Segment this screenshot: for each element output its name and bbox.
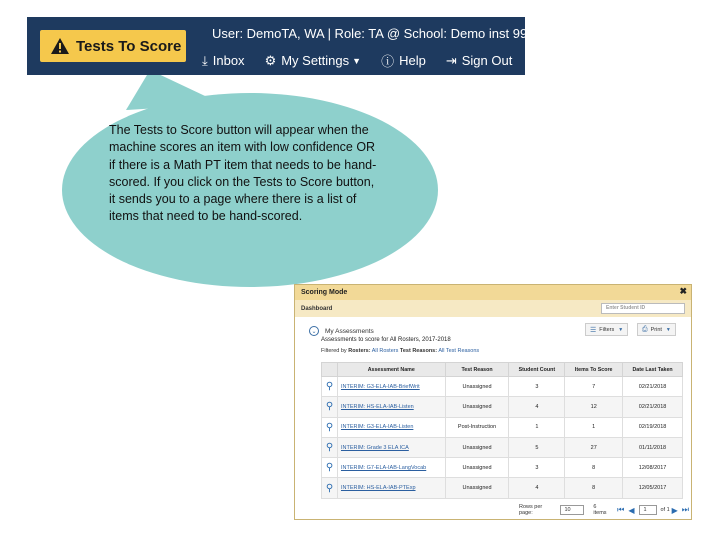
- items-to-score-cell: 8: [565, 458, 623, 478]
- top-nav: [202, 51, 512, 70]
- table-row: [322, 458, 683, 478]
- rows-per-page-label: Rows per page:: [519, 504, 543, 516]
- items-to-score-cell: 8: [565, 478, 623, 498]
- zoom-icon[interactable]: ⚲: [322, 478, 338, 498]
- items-count: 6 items: [593, 504, 607, 516]
- section-title: My Assessments: [325, 327, 374, 335]
- filter-reasons-label: Test Reasons:: [399, 348, 438, 354]
- test-reason-cell: Unassigned: [445, 377, 509, 397]
- zoom-icon[interactable]: ⚲: [322, 437, 338, 457]
- warning-icon: [50, 37, 70, 55]
- items-to-score-cell: 27: [565, 437, 623, 457]
- filter-rosters-value: All Rosters: [371, 348, 399, 354]
- first-page-icon[interactable]: ⏮: [617, 505, 625, 514]
- collapse-chevron-icon[interactable]: ⌄: [309, 326, 319, 336]
- table-header-row: [322, 363, 683, 377]
- callout-text: The Tests to Score button will appear when the machine scores an item with low confidence OR if there is a Math PT item that needs to be hand-scored. If you click on the Tests to Score button, it sends you to a page where there is a list of items that need to be hand-scored.: [109, 123, 377, 224]
- page-number-input[interactable]: 1: [639, 505, 657, 515]
- student-id-search-input[interactable]: Enter Student ID: [601, 303, 685, 314]
- icon-column-header: [322, 363, 338, 377]
- filter-icon: ☰: [590, 326, 597, 334]
- assessment-link[interactable]: INTERIM: G7-ELA-IAB-LangVocab: [337, 458, 445, 478]
- student-count-cell: 4: [509, 397, 565, 417]
- dashboard-bar: [295, 300, 691, 317]
- student-count-cell: 3: [509, 458, 565, 478]
- items-to-score-cell: 7: [565, 377, 623, 397]
- sign-out-label: Sign Out: [461, 53, 513, 68]
- assessment-link[interactable]: INTERIM: G3-ELA-IAB-BriefWrit: [337, 377, 445, 397]
- test-reason-cell: Unassigned: [445, 458, 509, 478]
- assessment-link[interactable]: INTERIM: HS-ELA-IAB-PTExp: [337, 478, 445, 498]
- assessment-link[interactable]: INTERIM: Grade 3 ELA ICA: [337, 437, 445, 457]
- tests-to-score-button[interactable]: [40, 30, 186, 62]
- printer-icon: ⎙: [642, 325, 648, 333]
- student-count-cell: 1: [509, 417, 565, 437]
- zoom-icon[interactable]: ⚲: [322, 417, 338, 437]
- my-assessments-header[interactable]: [309, 326, 374, 336]
- tests-to-score-label: Tests To Score: [76, 37, 182, 55]
- my-settings-label: My Settings: [281, 53, 350, 68]
- gear-icon: ⚙: [264, 52, 277, 68]
- date-cell: 12/08/2017: [623, 458, 683, 478]
- my-settings-menu[interactable]: [265, 53, 362, 69]
- table-row: [322, 377, 683, 397]
- date-cell: 02/21/2018: [623, 397, 683, 417]
- student-count-cell: 3: [509, 377, 565, 397]
- panel-title-bar: [295, 285, 691, 300]
- items-to-score-cell: 1: [565, 417, 623, 437]
- scoring-mode-panel: [294, 284, 692, 520]
- test-reason-cell: Unassigned: [445, 478, 509, 498]
- print-label: Print: [650, 326, 662, 333]
- chevron-down-icon: ▼: [618, 326, 624, 333]
- assessments-table: [321, 362, 683, 499]
- page-of-label: of 1: [660, 507, 670, 513]
- assessment-link[interactable]: INTERIM: HS-ELA-IAB-Listen: [337, 397, 445, 417]
- date-cell: 02/21/2018: [623, 377, 683, 397]
- zoom-icon[interactable]: ⚲: [322, 458, 338, 478]
- filter-reasons-value: All Test Reasons: [438, 348, 480, 354]
- inbox-link[interactable]: [202, 53, 245, 69]
- rows-per-page-input[interactable]: 10: [560, 505, 584, 515]
- table-row: [322, 397, 683, 417]
- filter-prefix: Filtered by: [321, 348, 347, 354]
- col-items-to-score[interactable]: Items To Score: [565, 363, 623, 377]
- last-page-icon[interactable]: ⏭: [681, 505, 689, 514]
- date-cell: 12/05/2017: [623, 478, 683, 498]
- table-row: [322, 478, 683, 498]
- items-to-score-cell: 12: [565, 397, 623, 417]
- next-page-icon[interactable]: ▶: [671, 505, 678, 515]
- col-date-last-taken[interactable]: Date Last Taken: [623, 363, 683, 377]
- zoom-icon[interactable]: ⚲: [322, 377, 338, 397]
- date-cell: 01/11/2018: [623, 437, 683, 457]
- filters-label: Filters: [599, 326, 615, 333]
- test-reason-cell: Post-Instruction: [445, 417, 509, 437]
- zoom-icon[interactable]: ⚲: [322, 397, 338, 417]
- col-student-count[interactable]: Student Count: [509, 363, 565, 377]
- download-icon: ⤓: [202, 52, 208, 68]
- col-test-reason[interactable]: Test Reason: [445, 363, 509, 377]
- test-reason-cell: Unassigned: [445, 437, 509, 457]
- table-row: [322, 437, 683, 457]
- student-count-cell: 4: [509, 478, 565, 498]
- sign-out-icon: ⇥: [445, 52, 457, 68]
- assessment-link[interactable]: INTERIM: G3-ELA-IAB-Listen: [337, 417, 445, 437]
- help-icon: ⓘ: [381, 54, 395, 69]
- filter-summary: [321, 348, 479, 354]
- previous-page-icon[interactable]: ◀: [628, 505, 635, 515]
- chevron-down-icon: ▼: [665, 326, 671, 333]
- print-button[interactable]: [637, 323, 676, 336]
- col-assessment-name[interactable]: Assessment Name: [337, 363, 445, 377]
- dashboard-label: Dashboard: [301, 305, 333, 312]
- table-row: [322, 417, 683, 437]
- chevron-down-icon: ▼: [352, 55, 362, 66]
- close-icon[interactable]: ✖: [679, 286, 687, 296]
- top-banner: [27, 17, 542, 75]
- filter-rosters-label: Rosters:: [348, 348, 371, 354]
- panel-title: Scoring Mode: [301, 289, 348, 296]
- pagination-bar: [519, 504, 691, 516]
- section-subtitle: Assessments to score for All Rosters, 2017-2018: [321, 337, 451, 343]
- inbox-label: Inbox: [212, 53, 245, 68]
- test-reason-cell: Unassigned: [445, 397, 509, 417]
- date-cell: 02/19/2018: [623, 417, 683, 437]
- help-label: Help: [399, 53, 426, 68]
- user-info: User: DemoTA, WA | Role: TA @ School: Demo inst 9999: [212, 26, 542, 41]
- sign-out-link[interactable]: [446, 53, 513, 69]
- filters-button[interactable]: [585, 323, 628, 336]
- help-link[interactable]: [381, 51, 426, 70]
- student-count-cell: 5: [509, 437, 565, 457]
